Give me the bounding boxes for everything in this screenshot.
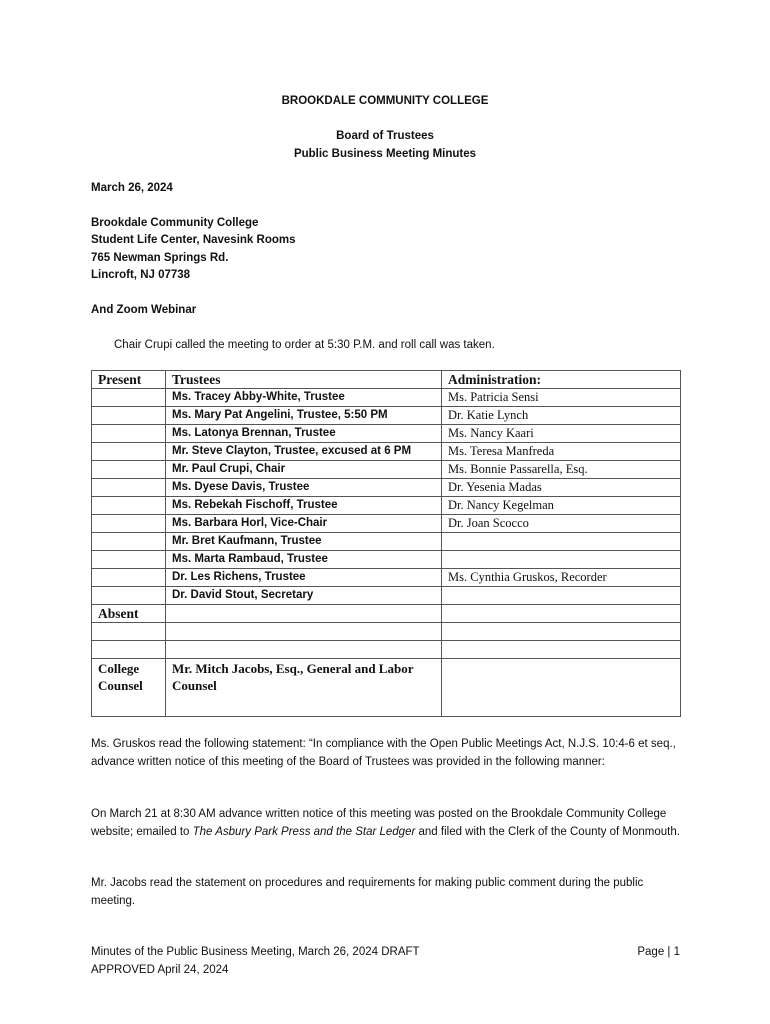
table-row <box>92 389 681 407</box>
trustee-name: Ms. Mary Pat Angelini, Trustee, 5:50 PM <box>166 407 442 425</box>
trustee-name: Ms. Tracey Abby-White, Trustee <box>166 389 442 407</box>
empty-row <box>92 623 681 641</box>
trustee-name: Dr. David Stout, Secretary <box>166 587 442 605</box>
trustee-name: Mr. Paul Crupi, Chair <box>166 461 442 479</box>
location-line-2: Student Life Center, Navesink Rooms <box>91 234 296 246</box>
empty-row <box>92 641 681 659</box>
meeting-date: March 26, 2024 <box>91 182 173 194</box>
absent-label: Absent <box>92 605 166 623</box>
notice-text-end: and filed with the Clerk of the County of Monmouth. <box>415 825 680 838</box>
present-label: Present <box>92 371 166 389</box>
college-counsel-label: College Counsel <box>92 659 166 717</box>
admin-name: Dr. Katie Lynch <box>442 407 681 425</box>
trustee-name: Ms. Rebekah Fischoff, Trustee <box>166 497 442 515</box>
footer-minutes-line: Minutes of the Public Business Meeting, March 26, 2024 DRAFT <box>91 946 420 958</box>
counsel-row <box>92 659 681 717</box>
admin-name: Dr. Joan Scocco <box>442 515 681 533</box>
admin-name <box>442 533 681 551</box>
trustees-header: Trustees <box>166 371 442 389</box>
administration-header: Administration: <box>442 371 681 389</box>
absent-row <box>92 605 681 623</box>
location-line-1: Brookdale Community College <box>91 217 259 229</box>
opma-statement-paragraph: Ms. Gruskos read the following statement: “In compliance with the Open Public Meetings Act, N.J.S. 10:4-6 et seq., advance written notice of this meeting of the Board of Trustees was provided in the following manner: <box>91 738 676 768</box>
roll-header-row <box>92 371 681 389</box>
trustee-name: Ms. Latonya Brennan, Trustee <box>166 425 442 443</box>
table-row <box>92 569 681 587</box>
trustee-name: Mr. Bret Kaufmann, Trustee <box>166 533 442 551</box>
college-name-heading: BROOKDALE COMMUNITY COLLEGE <box>281 95 489 107</box>
zoom-webinar-line: And Zoom Webinar <box>91 304 197 316</box>
admin-name: Dr. Yesenia Madas <box>442 479 681 497</box>
location-line-3: 765 Newman Springs Rd. <box>91 252 229 264</box>
table-row <box>92 551 681 569</box>
notice-text-start: On March 21 at 8:30 AM advance written notice of this meeting was posted on the Brookdale Community College website; emailed to <box>91 808 667 838</box>
table-row <box>92 587 681 605</box>
admin-name <box>442 587 681 605</box>
admin-name: Ms. Teresa Manfreda <box>442 443 681 461</box>
admin-name <box>442 551 681 569</box>
admin-name: Ms. Cynthia Gruskos, Recorder <box>442 569 681 587</box>
table-row <box>92 515 681 533</box>
public-comment-paragraph: Mr. Jacobs read the statement on procedures and requirements for making public comment during the public meeting. <box>91 877 644 907</box>
table-row <box>92 461 681 479</box>
table-row <box>92 407 681 425</box>
trustee-name: Ms. Dyese Davis, Trustee <box>166 479 442 497</box>
board-heading: Board of Trustees <box>336 130 434 142</box>
admin-name: Dr. Nancy Kegelman <box>442 497 681 515</box>
admin-name: Ms. Nancy Kaari <box>442 425 681 443</box>
location-line-4: Lincroft, NJ 07738 <box>91 269 191 281</box>
trustee-name: Ms. Marta Rambaud, Trustee <box>166 551 442 569</box>
newspaper-names: The Asbury Park Press and the Star Ledger <box>192 825 416 838</box>
page-footer <box>91 944 680 979</box>
table-row <box>92 425 681 443</box>
trustee-name: Dr. Les Richens, Trustee <box>166 569 442 587</box>
admin-name: Ms. Bonnie Passarella, Esq. <box>442 461 681 479</box>
table-row <box>92 497 681 515</box>
roll-call-table <box>91 370 681 717</box>
admin-name: Ms. Patricia Sensi <box>442 389 681 407</box>
trustee-name: Mr. Steve Clayton, Trustee, excused at 6 PM <box>166 443 442 461</box>
meeting-title-heading: Public Business Meeting Minutes <box>293 148 477 160</box>
table-row <box>92 443 681 461</box>
footer-approved-line: APPROVED April 24, 2024 <box>91 963 229 976</box>
table-row <box>92 479 681 497</box>
table-row <box>92 533 681 551</box>
call-to-order-text: Chair Crupi called the meeting to order at 5:30 P.M. and roll call was taken. <box>114 339 495 351</box>
page-number: Page | 1 <box>637 946 680 958</box>
notice-paragraph <box>91 806 681 841</box>
trustee-name: Ms. Barbara Horl, Vice-Chair <box>166 515 442 533</box>
counsel-name: Mr. Mitch Jacobs, Esq., General and Labor Counsel <box>166 659 442 717</box>
